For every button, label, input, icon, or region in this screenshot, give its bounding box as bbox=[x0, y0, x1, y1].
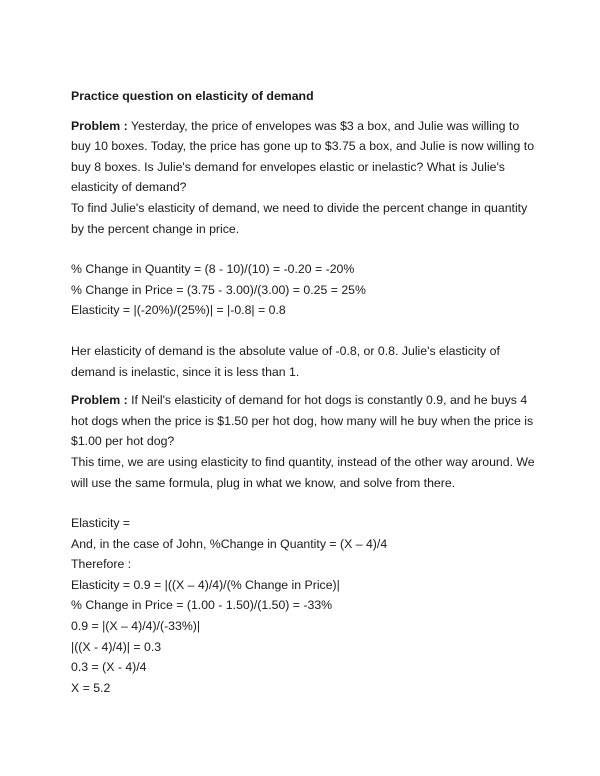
spacer bbox=[71, 239, 541, 259]
problem-1-question bbox=[71, 116, 541, 198]
spacer bbox=[71, 493, 541, 513]
problem-1-text: Yesterday, the price of envelopes was $3 a box, and Julie was willing to buy 10 boxes. Today, the price has gone up to $3.75 a box, and Julie is now willing to buy 8 boxes. Is Julie's demand for envelopes elastic or inelastic? What is Julie's elasticity of demand? bbox=[71, 118, 535, 195]
problem-2-step: Elasticity = 0.9 = |((X – 4)/4)/(% Change in Price)| bbox=[71, 577, 340, 592]
problem-2-step: Therefore : bbox=[71, 557, 132, 572]
problem-1-calc-line: % Change in Quantity = (8 - 10)/(10) = -0.20 = -20% bbox=[71, 262, 355, 277]
problem-2-intro: This time, we are using elasticity to find quantity, instead of the other way around. We will use the same formula, plug in what we know, and solve from there. bbox=[71, 454, 535, 490]
problem-1-intro: To find Julie's elasticity of demand, we need to divide the percent change in quantity by the percent change in price. bbox=[71, 200, 528, 236]
spacer bbox=[71, 321, 541, 341]
problem-2-question bbox=[71, 390, 541, 452]
problem-1-conclusion: Her elasticity of demand is the absolute value of -0.8, or 0.8. Julie's elasticity of demand is inelastic, since it is less than 1. bbox=[71, 343, 500, 379]
problem-2-step: 0.9 = |(X – 4)/4)/(-33%)| bbox=[71, 619, 201, 634]
problem-2-step: Elasticity = bbox=[71, 516, 131, 531]
document-page bbox=[71, 86, 541, 698]
problem-2-step: % Change in Price = (1.00 - 1.50)/(1.50) = -33% bbox=[71, 598, 333, 613]
spacer bbox=[71, 382, 541, 390]
document-title: Practice question on elasticity of demand bbox=[71, 89, 314, 103]
problem-2-step: And, in the case of John, %Change in Quantity = (X – 4)/4 bbox=[71, 536, 388, 551]
problem-2-step: X = 5.2 bbox=[71, 680, 111, 695]
problem-1-calc-line: % Change in Price = (3.75 - 3.00)/(3.00) = 0.25 = 25% bbox=[71, 282, 366, 297]
problem-2-label: Problem : bbox=[71, 393, 128, 408]
problem-2-text: If Neil's elasticity of demand for hot dogs is constantly 0.9, and he buys 4 hot dogs when the price is $1.50 per hot dog, how many will he buy when the price is $1.00 per hot dog? bbox=[71, 393, 534, 449]
problem-1-label: Problem : bbox=[71, 118, 128, 133]
problem-2-step: 0.3 = (X - 4)/4 bbox=[71, 660, 147, 675]
problem-1-calc-line: Elasticity = |(-20%)/(25%)| = |-0.8| = 0.8 bbox=[71, 303, 286, 318]
problem-2-step: |((X - 4)/4)| = 0.3 bbox=[71, 639, 162, 654]
